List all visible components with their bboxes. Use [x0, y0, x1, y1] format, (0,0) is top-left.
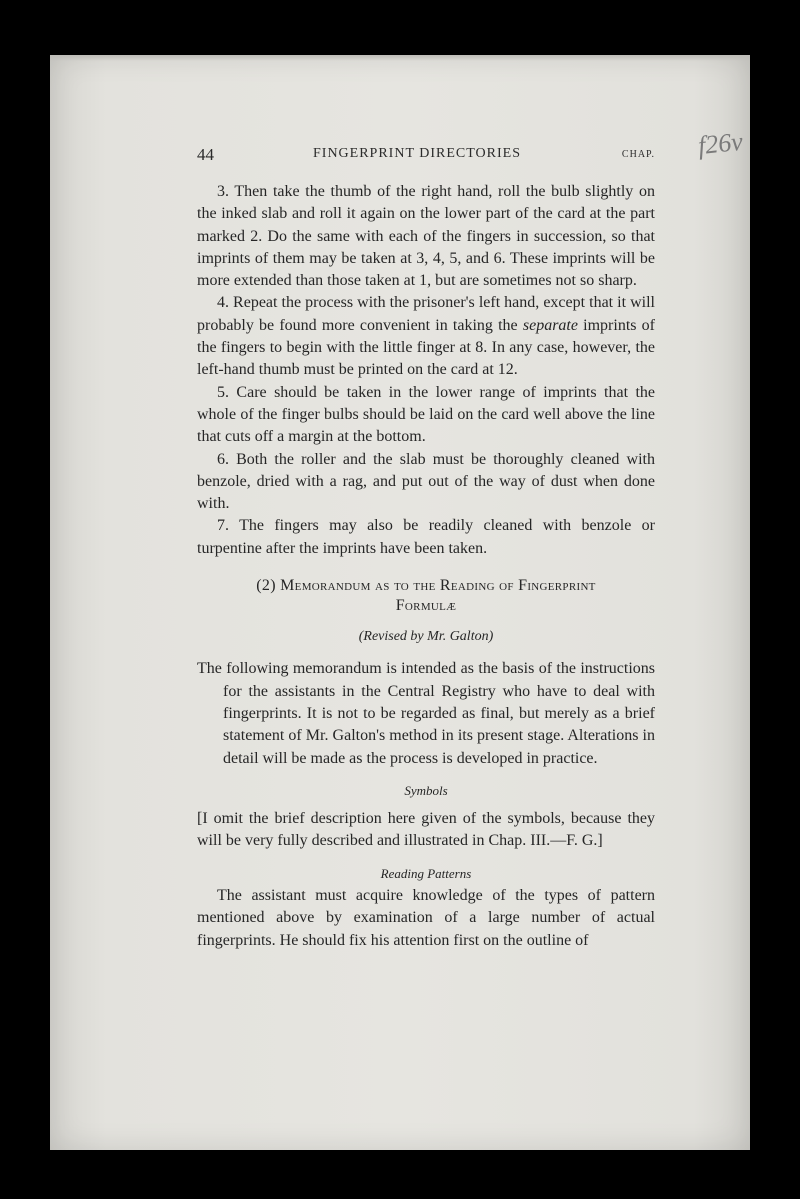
paragraph-4-part-a: 4. Repeat the process with the prisoner's left hand, except that it will probably be found more convenient in taking the — [197, 294, 655, 334]
paragraph-3: 3. Then take the thumb of the right hand, roll the bulb slightly on the inked slab and roll it again on the lower part of the card at the part marked 2. Do the same with each of the fingers in succession, so that imprints of them may be taken at 3, 4, 5, and 6. These imprints will be more extended than those taken at 1, but are sometimes not so sharp. — [197, 183, 655, 290]
paragraph-5: 5. Care should be taken in the lower range of imprints that the whole of the finger bulbs should be laid on the card well above the line that cuts off a margin at the bottom. — [197, 383, 655, 446]
running-title: FINGERPRINT DIRECTORIES — [313, 146, 522, 161]
paragraph-4 — [197, 292, 655, 381]
paragraph-4-part-b: imprints of the fingers to begin with the little finger at 8. In any case, however, the left-hand thumb must be printed on the card at 12. — [197, 316, 656, 379]
paragraph-4-italic: separate — [522, 316, 578, 334]
paragraph-7: 7. The fingers may also be readily cleaned with benzole or turpentine after the imprints have been taken. — [197, 517, 655, 557]
symbols-note: [I omit the brief description here given of the symbols, because they will be very fully described and illustrated in Chap. III.—F. G.] — [197, 810, 655, 850]
running-header — [197, 145, 655, 167]
paragraph-6: 6. Both the roller and the slab must be thoroughly cleaned with benzole, dried with a rag, and put out of the way of dust when done with. — [197, 450, 655, 513]
page-body — [197, 181, 655, 952]
section-heading-line-2: Formulæ — [395, 597, 457, 615]
reading-patterns-heading: Reading Patterns — [380, 865, 472, 881]
section-heading-line-1: (2) Memorandum as to the Reading of Fingerprint — [256, 577, 596, 595]
reading-patterns-paragraph: The assistant must acquire knowledge of the types of pattern mentioned above by examination of a large number of actual fingerprints. He should fix his attention first on the outline of — [197, 887, 655, 949]
memorandum-paragraph — [197, 658, 655, 769]
memorandum-text: The following memorandum is intended as the basis of the instructions for the assistants in the Central Registry who have to deal with fingerprints. It is not to be regarded as final, but merely as a brief statement of Mr. Galton's method in its present stage. Alterations in detail will be made as the process is developed in practice. — [197, 660, 655, 767]
handwritten-folio-note: f26v — [696, 126, 745, 161]
symbols-heading: Symbols — [404, 782, 448, 798]
section-heading — [197, 576, 655, 616]
revised-by-line: (Revised by Mr. Galton) — [358, 629, 494, 645]
chapter-label: CHAP. — [621, 149, 655, 160]
page-number: 44 — [197, 145, 214, 164]
